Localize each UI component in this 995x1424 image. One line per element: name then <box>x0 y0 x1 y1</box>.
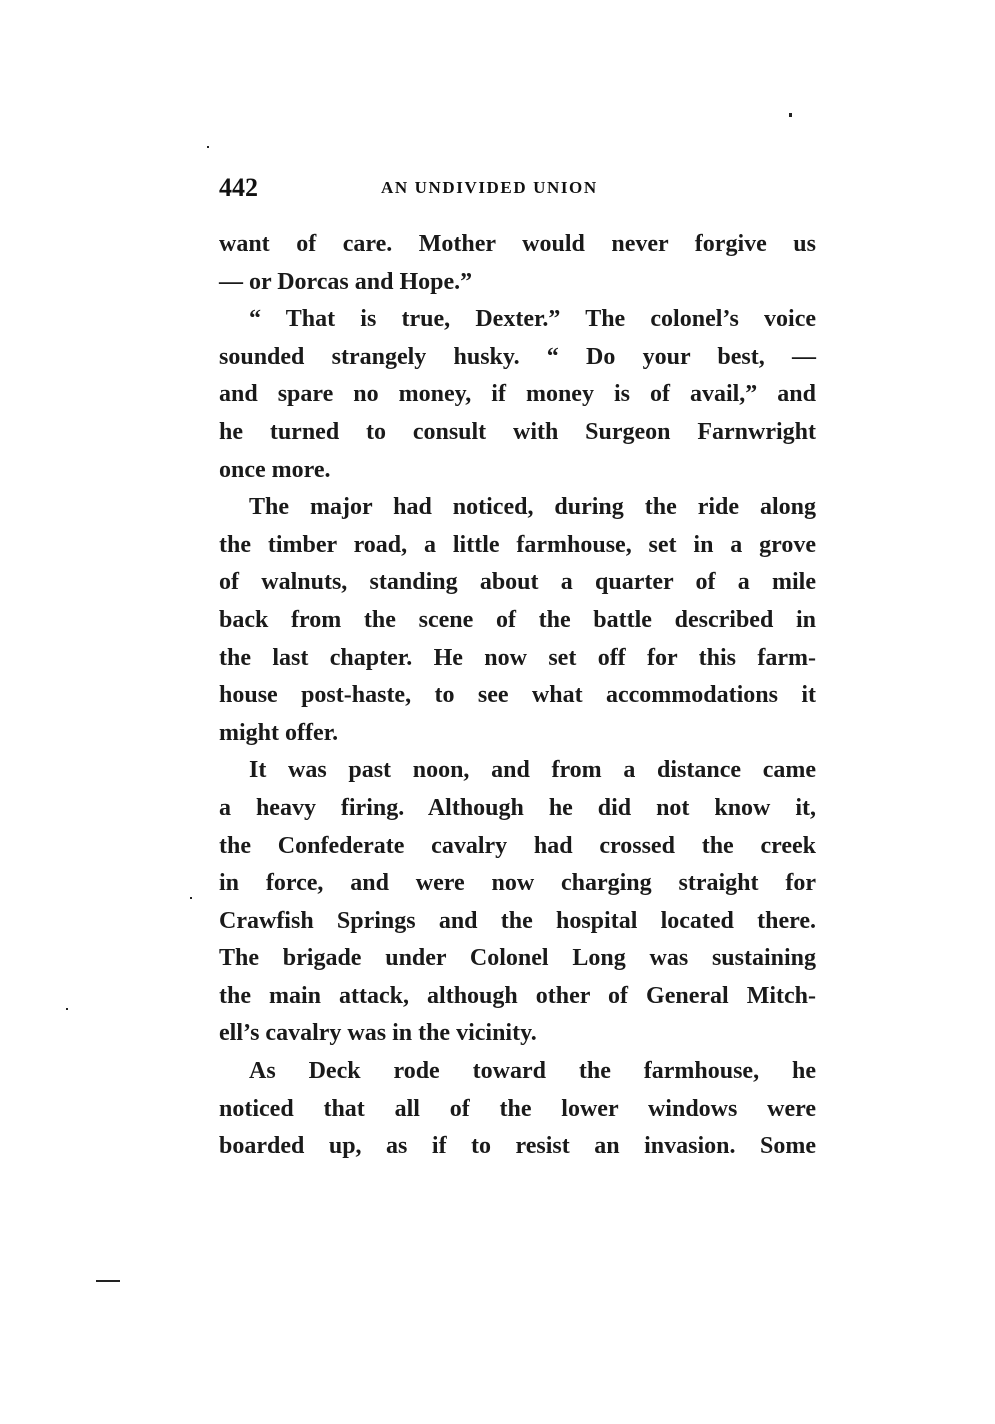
text-line: The major had noticed, during the ride along <box>249 494 816 521</box>
text-line: might offer. <box>219 719 339 746</box>
speck-mark <box>190 897 192 899</box>
text-line: sounded strangely husky. “ Do your best, — <box>219 343 816 370</box>
speck-mark <box>207 146 209 148</box>
speck-mark <box>789 113 792 117</box>
text-line: boarded up, as if to resist an invasion. Some <box>219 1133 816 1160</box>
text-line: want of care. Mother would never forgive us <box>219 231 816 257</box>
text-line: in force, and were now charging straight for <box>219 870 816 897</box>
text-line: noticed that all of the lower windows were <box>219 1095 816 1122</box>
text-line: The brigade under Colonel Long was sustaining <box>219 945 816 972</box>
text-line: of walnuts, standing about a quarter of a mile <box>219 569 816 596</box>
text-line: — or Dorcas and Hope.” <box>219 268 473 295</box>
text-line: the main attack, although other of General Mitch- <box>219 982 816 1009</box>
text-line: a heavy firing. Although he did not know it, <box>219 794 816 821</box>
text-line: ell’s cavalry was in the vicinity. <box>219 1020 537 1047</box>
text-line: “ That is true, Dexter.” The colonel’s voice <box>249 306 816 333</box>
text-line: It was past noon, and from a distance came <box>249 757 816 784</box>
page-header <box>219 173 819 207</box>
running-head: AN UNDIVIDED UNION <box>381 178 598 197</box>
speck-mark <box>66 1008 68 1010</box>
text-line: the timber road, a little farmhouse, set in a grove <box>219 531 816 558</box>
text-line: and spare no money, if money is of avail,” and <box>219 381 816 408</box>
text-line: the last chapter. He now set off for this farm- <box>219 644 816 671</box>
text-line: Crawfish Springs and the hospital located there. <box>219 907 816 934</box>
page-number: 442 <box>219 173 258 202</box>
text-line: the Confederate cavalry had crossed the creek <box>219 832 816 859</box>
text-line: house post-haste, to see what accommodations it <box>219 682 816 709</box>
body-text <box>219 226 816 1166</box>
text-line: back from the scene of the battle described in <box>219 606 816 633</box>
text-line: he turned to consult with Surgeon Farnwright <box>219 418 816 445</box>
text-line: As Deck rode toward the farmhouse, he <box>249 1058 816 1085</box>
text-line: once more. <box>219 456 331 483</box>
rule-mark <box>96 1280 120 1282</box>
